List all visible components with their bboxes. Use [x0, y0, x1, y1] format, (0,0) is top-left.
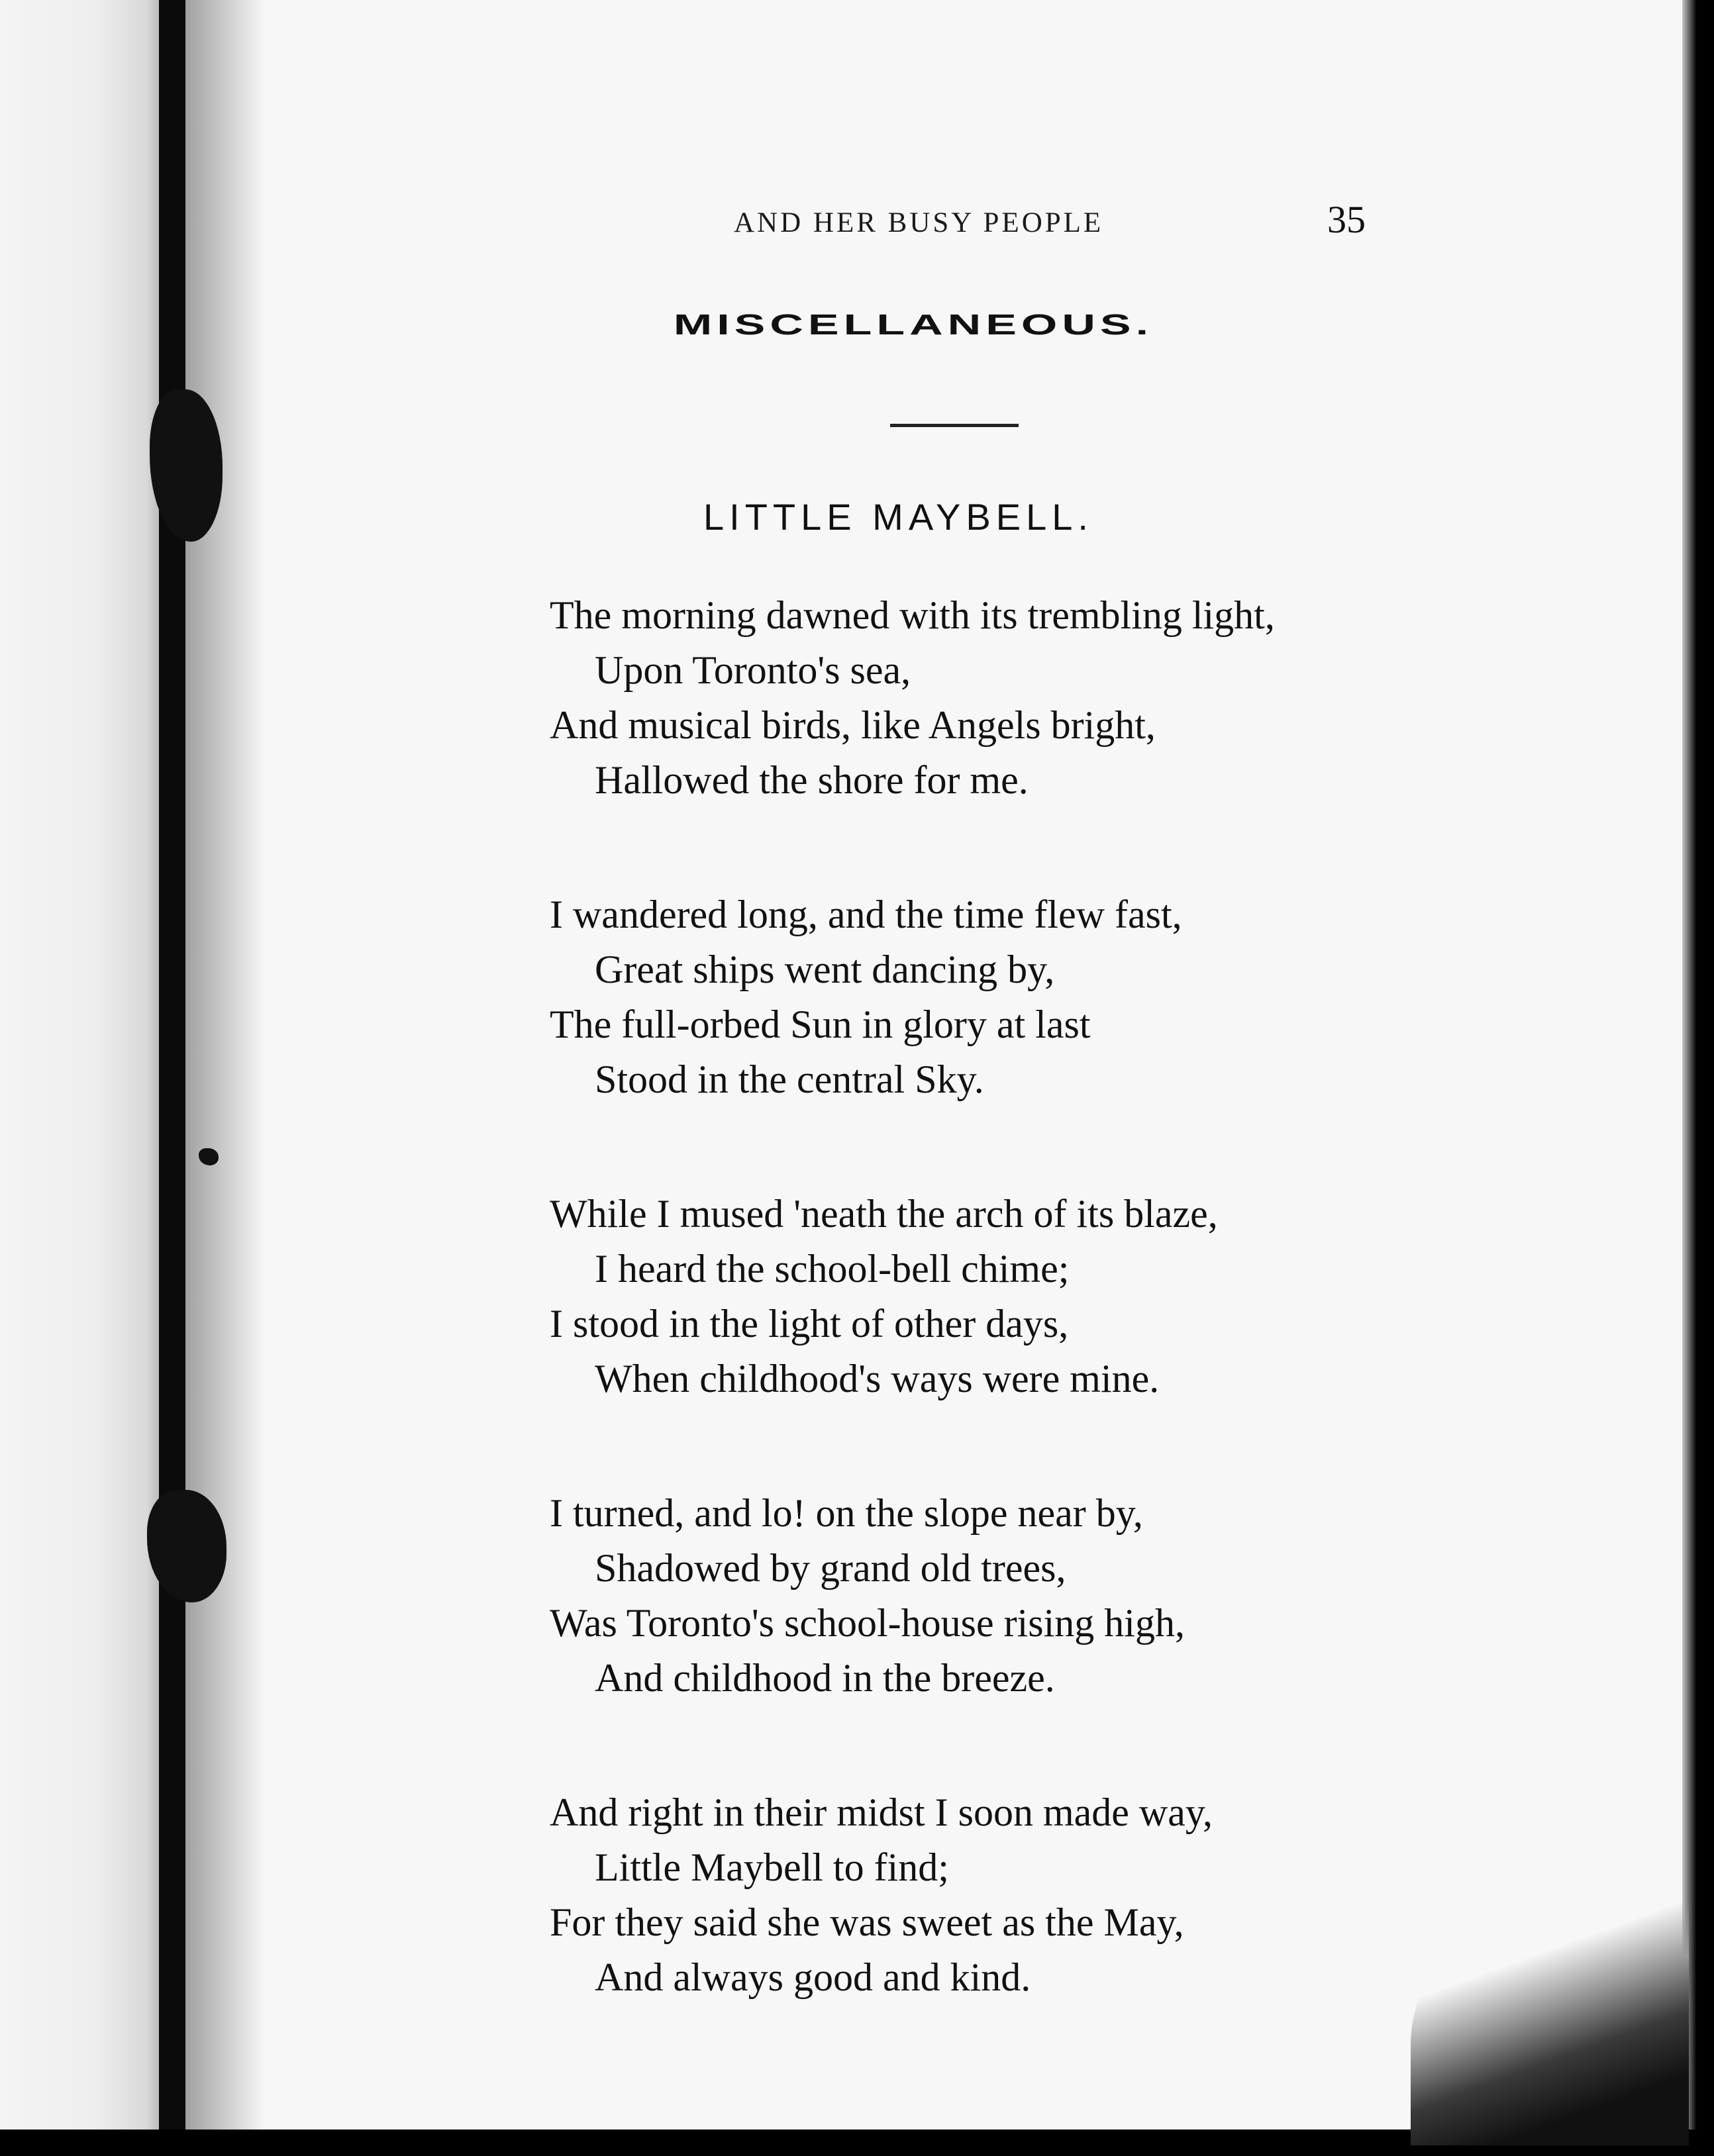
section-title: MISCELLANEOUS.	[673, 308, 1154, 341]
poem-title: LITTLE MAYBELL.	[703, 496, 1093, 538]
poem-line: I heard the school-bell chime;	[595, 1247, 1070, 1291]
poem-line: Little Maybell to find;	[595, 1845, 949, 1889]
poem-body	[550, 588, 1411, 2084]
poem-line: When childhood's ways were mine.	[595, 1357, 1160, 1400]
poem-line: While I mused 'neath the arch of its blaze,	[550, 1192, 1218, 1236]
poem-line: For they said she was sweet as the May,	[550, 1900, 1184, 1944]
poem-line: I turned, and lo! on the slope near by,	[550, 1491, 1143, 1535]
poem-line: I wandered long, and the time flew fast,	[550, 893, 1182, 936]
poem-line: Hallowed the shore for me.	[595, 758, 1029, 802]
poem-line: And right in their midst I soon made way,	[550, 1790, 1213, 1834]
stanza-3	[550, 1187, 1411, 1406]
stanza-4	[550, 1486, 1411, 1706]
stanza-2	[550, 887, 1411, 1107]
stanza-5	[550, 1785, 1411, 2005]
poem-line: Shadowed by grand old trees,	[595, 1546, 1066, 1590]
poem-line: Great ships went dancing by,	[595, 948, 1055, 991]
page-number: 35	[1327, 198, 1366, 241]
poem-line: Stood in the central Sky.	[595, 1057, 984, 1101]
poem-line: Upon Toronto's sea,	[595, 648, 911, 692]
divider-rule	[890, 424, 1019, 427]
running-head: AND HER BUSY PEOPLE	[734, 207, 1104, 238]
poem-line: I stood in the light of other days,	[550, 1302, 1069, 1346]
poem-line: And always good and kind.	[595, 1955, 1031, 1999]
poem-line: Was Toronto's school-house rising high,	[550, 1601, 1185, 1645]
poem-line: The full-orbed Sun in glory at last	[550, 1003, 1091, 1046]
poem-line: And childhood in the breeze.	[595, 1656, 1055, 1700]
poem-line: And musical birds, like Angels bright,	[550, 703, 1156, 747]
poem-line: The morning dawned with its trembling light,	[550, 593, 1275, 637]
stanza-1	[550, 588, 1411, 808]
